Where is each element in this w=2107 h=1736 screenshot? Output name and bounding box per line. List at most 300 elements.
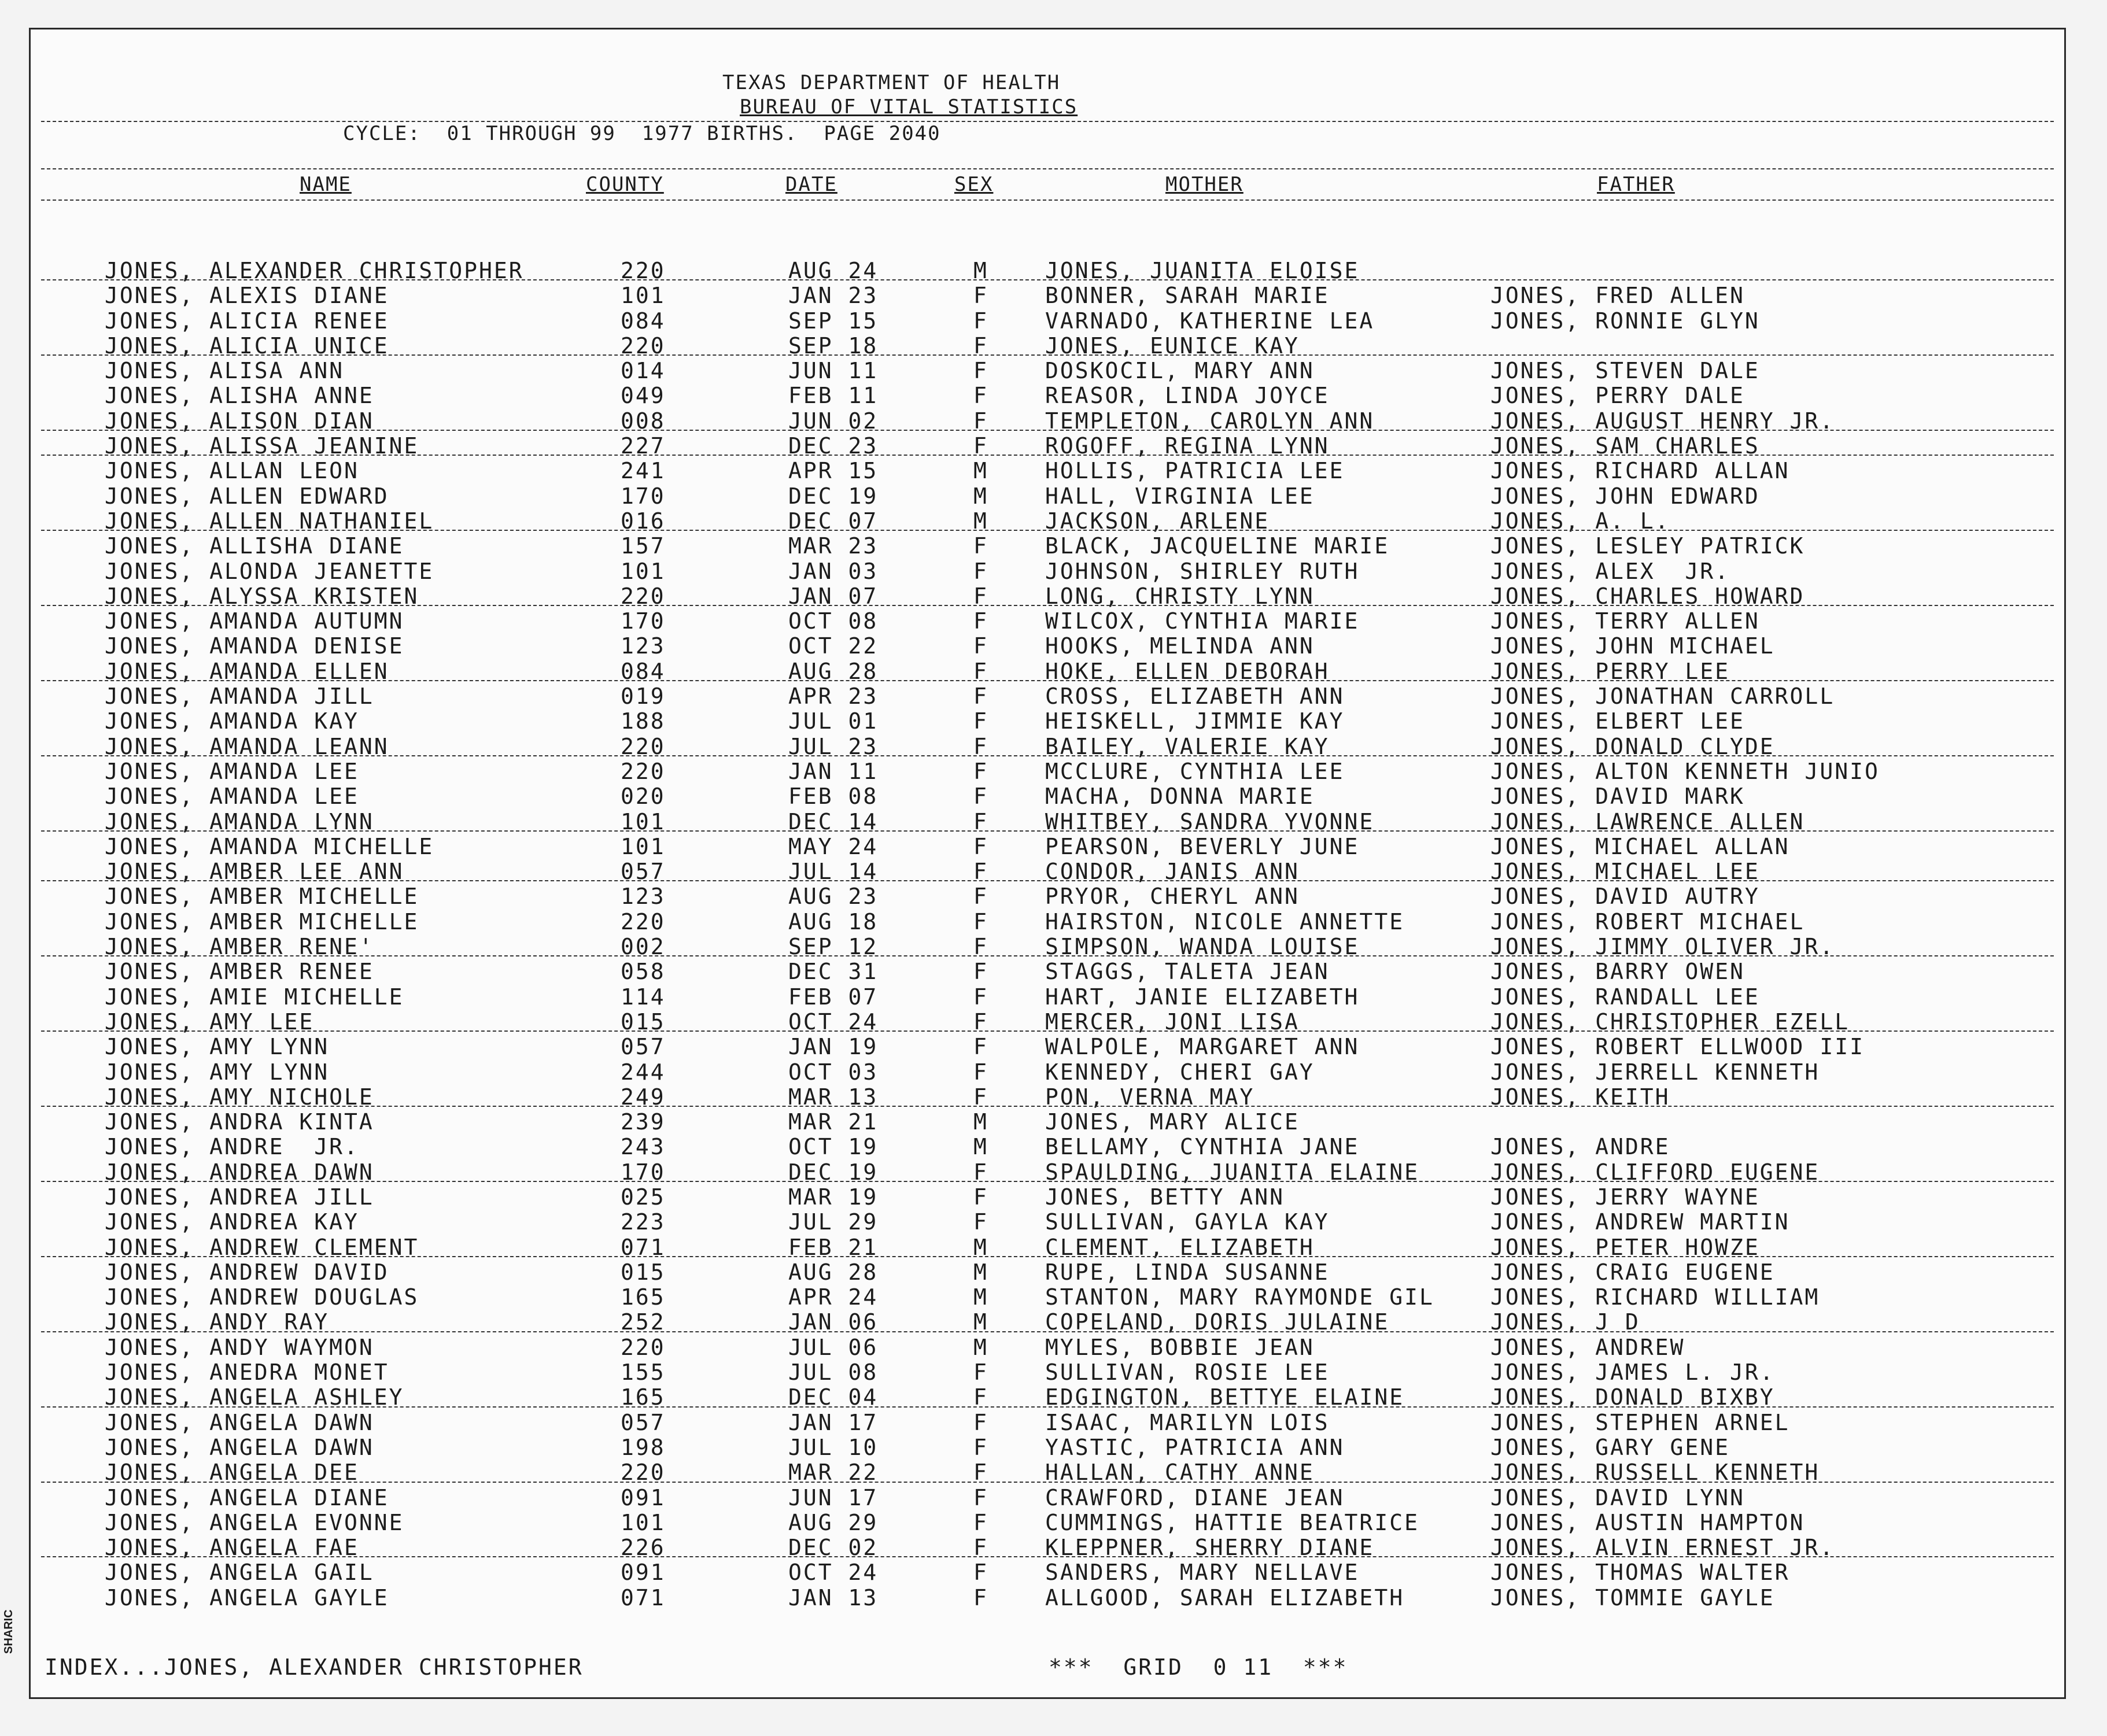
record-father: JONES, ALVIN ERNEST JR. [1490, 1535, 1835, 1561]
record-county: 002 [621, 934, 666, 960]
record-date: DEC 07 [788, 508, 879, 534]
record-name: JONES, ANGELA DIANE [105, 1484, 389, 1510]
record-county: 008 [621, 408, 666, 434]
record-date: SEP 12 [788, 934, 879, 960]
record-sex: F [973, 358, 988, 384]
record-name: JONES, AMY LYNN [105, 1059, 330, 1085]
record-date: DEC 23 [788, 433, 879, 459]
record-father: JONES, ANDREW [1490, 1334, 1685, 1360]
record-row [31, 809, 2064, 834]
column-rule-bottom [41, 200, 2054, 201]
record-mother: ISAAC, MARILYN LOIS [1045, 1409, 1330, 1435]
record-name: JONES, AMANDA MICHELLE [105, 833, 434, 859]
record-county: 123 [621, 884, 666, 910]
record-father: JONES, PETER HOWZE [1490, 1234, 1760, 1260]
column-header-father: FATHER [1597, 173, 1675, 196]
record-sex: M [973, 1284, 988, 1310]
record-father: JONES, ALTON KENNETH JUNIO [1490, 758, 1880, 784]
record-row [31, 358, 2064, 383]
record-date: MAY 24 [788, 833, 879, 859]
record-father: JONES, MICHAEL LEE [1490, 859, 1760, 885]
record-name: JONES, AMANDA AUTUMN [105, 608, 404, 634]
record-mother: CRAWFORD, DIANE JEAN [1045, 1484, 1345, 1510]
record-county: 014 [621, 358, 666, 384]
record-name: JONES, ANDREA JILL [105, 1184, 374, 1210]
record-father: JONES, ANDREW MARTIN [1490, 1209, 1790, 1235]
record-date: AUG 28 [788, 1259, 879, 1285]
record-county: 084 [621, 658, 666, 684]
record-mother: HOKE, ELLEN DEBORAH [1045, 658, 1330, 684]
record-name: JONES, ALISHA ANNE [105, 383, 374, 409]
record-date: JAN 19 [788, 1034, 879, 1060]
record-mother: SIMPSON, WANDA LOUISE [1045, 934, 1360, 960]
record-date: DEC 31 [788, 959, 879, 985]
record-mother: ALLGOOD, SARAH ELIZABETH [1045, 1584, 1405, 1611]
record-father: JONES, CHARLES HOWARD [1490, 583, 1805, 609]
record-date: MAR 22 [788, 1460, 879, 1486]
record-date: JUL 06 [788, 1334, 879, 1360]
record-sex: F [973, 1084, 988, 1110]
record-father: JONES, TERRY ALLEN [1490, 608, 1760, 634]
record-sex: F [973, 308, 988, 334]
record-row [31, 408, 2064, 433]
record-county: 226 [621, 1535, 666, 1561]
record-date: JUN 11 [788, 358, 879, 384]
record-sex: F [973, 1159, 988, 1185]
record-date: OCT 22 [788, 633, 879, 659]
record-row [31, 1009, 2064, 1034]
record-row [31, 1410, 2064, 1435]
record-mother: PON, VERNA MAY [1045, 1084, 1255, 1110]
record-mother: CROSS, ELIZABETH ANN [1045, 684, 1345, 710]
record-name: JONES, ANGELA FAE [105, 1535, 359, 1561]
record-date: OCT 24 [788, 1009, 879, 1035]
record-name: JONES, ANDREW DAVID [105, 1259, 389, 1285]
record-row [31, 333, 2064, 358]
record-sex: F [973, 1484, 988, 1510]
record-row [31, 1235, 2064, 1259]
record-sex: F [973, 684, 988, 710]
record-father: JONES, ROBERT ELLWOOD III [1490, 1034, 1865, 1060]
record-county: 091 [621, 1484, 666, 1510]
record-county: 101 [621, 283, 666, 309]
record-name: JONES, AMBER MICHELLE [105, 884, 419, 910]
record-name: JONES, ANDY RAY [105, 1309, 330, 1335]
record-date: JUL 29 [788, 1209, 879, 1235]
record-row [31, 1335, 2064, 1360]
record-mother: YASTIC, PATRICIA ANN [1045, 1434, 1345, 1460]
record-county: 243 [621, 1134, 666, 1160]
record-mother: EDGINGTON, BETTYE ELAINE [1045, 1384, 1405, 1410]
record-name: JONES, ALYSSA KRISTEN [105, 583, 419, 609]
record-name: JONES, AMY LYNN [105, 1034, 330, 1060]
record-mother: BLACK, JACQUELINE MARIE [1045, 533, 1390, 559]
record-name: JONES, AMANDA JILL [105, 684, 374, 710]
record-sex: F [973, 833, 988, 859]
record-date: FEB 21 [788, 1234, 879, 1260]
record-date: JUN 02 [788, 408, 879, 434]
record-county: 244 [621, 1059, 666, 1085]
record-mother: MYLES, BOBBIE JEAN [1045, 1334, 1315, 1360]
record-mother: BONNER, SARAH MARIE [1045, 283, 1330, 309]
record-sex: F [973, 733, 988, 759]
record-name: JONES, ALLAN LEON [105, 458, 359, 484]
record-county: 101 [621, 833, 666, 859]
record-father: JONES, RANDALL LEE [1490, 984, 1760, 1010]
record-mother: JONES, MARY ALICE [1045, 1109, 1300, 1135]
record-county: 220 [621, 583, 666, 609]
record-county: 091 [621, 1560, 666, 1586]
record-date: OCT 24 [788, 1560, 879, 1586]
record-name: JONES, ANDY WAYMON [105, 1334, 374, 1360]
record-sex: F [973, 1209, 988, 1235]
record-row [31, 1159, 2064, 1184]
record-father: JONES, A. L. [1490, 508, 1670, 534]
record-father: JONES, JERRELL KENNETH [1490, 1059, 1820, 1085]
record-father: JONES, DONALD BIXBY [1490, 1384, 1775, 1410]
record-mother: HALL, VIRGINIA LEE [1045, 483, 1315, 509]
record-name: JONES, AMY LEE [105, 1009, 315, 1035]
record-sex: M [973, 1234, 988, 1260]
record-county: 084 [621, 308, 666, 334]
record-county: 165 [621, 1284, 666, 1310]
record-father: JONES, DAVID AUTRY [1490, 884, 1760, 910]
record-sex: M [973, 1259, 988, 1285]
record-name: JONES, AMANDA LEE [105, 758, 359, 784]
record-row [31, 984, 2064, 1009]
record-row [31, 1059, 2064, 1084]
record-sex: F [973, 984, 988, 1010]
column-header-sex: SEX [954, 173, 994, 196]
record-county: 220 [621, 908, 666, 935]
column-rule-top [41, 168, 2054, 169]
record-father: JONES, MICHAEL ALLAN [1490, 833, 1790, 859]
birth-records-list [31, 258, 2064, 1610]
record-date: FEB 07 [788, 984, 879, 1010]
record-name: JONES, AMANDA LYNN [105, 808, 374, 834]
record-date: SEP 15 [788, 308, 879, 334]
record-father: JONES, JOHN MICHAEL [1490, 633, 1775, 659]
record-county: 049 [621, 383, 666, 409]
record-sex: F [973, 1434, 988, 1460]
record-father: JONES, DONALD CLYDE [1490, 733, 1775, 759]
record-county: 155 [621, 1360, 666, 1386]
record-sex: M [973, 258, 988, 283]
record-name: JONES, ANGELA GAYLE [105, 1584, 389, 1611]
record-county: 071 [621, 1234, 666, 1260]
record-mother: HALLAN, CATHY ANNE [1045, 1460, 1315, 1486]
record-mother: PRYOR, CHERYL ANN [1045, 884, 1300, 910]
record-father: JONES, J D [1490, 1309, 1640, 1335]
record-county: 057 [621, 1034, 666, 1060]
record-name: JONES, ALEXIS DIANE [105, 283, 389, 309]
record-father: JONES, BARRY OWEN [1490, 959, 1745, 985]
record-row [31, 258, 2064, 283]
record-county: 015 [621, 1009, 666, 1035]
record-father: JONES, ELBERT LEE [1490, 708, 1745, 734]
record-mother: STAGGS, TALETA JEAN [1045, 959, 1330, 985]
record-mother: HEISKELL, JIMMIE KAY [1045, 708, 1345, 734]
record-father: JONES, THOMAS WALTER [1490, 1560, 1790, 1586]
record-name: JONES, AMANDA KAY [105, 708, 359, 734]
record-father: JONES, CHRISTOPHER EZELL [1490, 1009, 1850, 1035]
record-sex: F [973, 583, 988, 609]
record-date: JAN 07 [788, 583, 879, 609]
record-name: JONES, ANDREW DOUGLAS [105, 1284, 419, 1310]
record-sex: M [973, 1134, 988, 1160]
column-header-mother: MOTHER [1165, 173, 1243, 196]
record-county: 016 [621, 508, 666, 534]
record-name: JONES, AMBER RENEE [105, 959, 374, 985]
record-county: 220 [621, 733, 666, 759]
record-name: JONES, ANGELA ASHLEY [105, 1384, 404, 1410]
record-sex: M [973, 508, 988, 534]
record-mother: SANDERS, MARY NELLAVE [1045, 1560, 1360, 1586]
record-sex: F [973, 1460, 988, 1486]
record-mother: KENNEDY, CHERI GAY [1045, 1059, 1315, 1085]
record-row [31, 1435, 2064, 1460]
record-row [31, 458, 2064, 483]
record-county: 170 [621, 1159, 666, 1185]
record-row [31, 1084, 2064, 1109]
record-row [31, 784, 2064, 808]
record-date: JAN 17 [788, 1409, 879, 1435]
record-row [31, 559, 2064, 583]
record-name: JONES, ANGELA DEE [105, 1460, 359, 1486]
record-row [31, 1209, 2064, 1234]
record-name: JONES, AMBER RENE' [105, 934, 374, 960]
record-row [31, 383, 2064, 408]
record-father: JONES, JERRY WAYNE [1490, 1184, 1760, 1210]
record-mother: HART, JANIE ELIZABETH [1045, 984, 1360, 1010]
record-row [31, 909, 2064, 934]
record-sex: M [973, 1309, 988, 1335]
record-row [31, 308, 2064, 333]
record-sex: F [973, 383, 988, 409]
record-father: JONES, JAMES L. JR. [1490, 1360, 1775, 1386]
record-date: OCT 08 [788, 608, 879, 634]
record-sex: F [973, 333, 988, 359]
record-name: JONES, ALISON DIAN [105, 408, 374, 434]
record-sex: F [973, 708, 988, 734]
record-date: JUN 17 [788, 1484, 879, 1510]
record-sex: M [973, 1109, 988, 1135]
record-name: JONES, ANDRA KINTA [105, 1109, 374, 1135]
record-father: JONES, CRAIG EUGENE [1490, 1259, 1775, 1285]
record-row [31, 433, 2064, 458]
record-row [31, 884, 2064, 908]
record-father: JONES, RUSSELL KENNETH [1490, 1460, 1820, 1486]
record-sex: F [973, 1535, 988, 1561]
record-name: JONES, ALONDA JEANETTE [105, 558, 434, 584]
record-sex: F [973, 1059, 988, 1085]
record-name: JONES, ANGELA EVONNE [105, 1509, 404, 1535]
record-name: JONES, ALISSA JEANINE [105, 433, 419, 459]
record-county: 020 [621, 784, 666, 810]
record-sex: F [973, 1384, 988, 1410]
record-mother: MCCLURE, CYNTHIA LEE [1045, 758, 1345, 784]
record-sex: F [973, 1409, 988, 1435]
record-mother: KLEPPNER, SHERRY DIANE [1045, 1535, 1375, 1561]
side-tag: SHARIC [2, 1609, 15, 1654]
record-row [31, 1360, 2064, 1384]
record-mother: RUPE, LINDA SUSANNE [1045, 1259, 1330, 1285]
record-father: JONES, SAM CHARLES [1490, 433, 1760, 459]
record-mother: JONES, BETTY ANN [1045, 1184, 1285, 1210]
record-row [31, 583, 2064, 608]
record-sex: M [973, 483, 988, 509]
record-sex: F [973, 1509, 988, 1535]
record-name: JONES, AMANDA ELLEN [105, 658, 389, 684]
record-county: 165 [621, 1384, 666, 1410]
record-sex: F [973, 934, 988, 960]
record-date: DEC 14 [788, 808, 879, 834]
record-name: JONES, AMANDA LEANN [105, 733, 389, 759]
record-mother: JACKSON, ARLENE [1045, 508, 1270, 534]
record-county: 239 [621, 1109, 666, 1135]
record-sex: F [973, 808, 988, 834]
record-county: 198 [621, 1434, 666, 1460]
record-date: JAN 03 [788, 558, 879, 584]
record-name: JONES, ANGELA DAWN [105, 1434, 374, 1460]
record-date: FEB 11 [788, 383, 879, 409]
record-sex: F [973, 658, 988, 684]
record-name: JONES, AMBER MICHELLE [105, 908, 419, 935]
record-mother: BELLAMY, CYNTHIA JANE [1045, 1134, 1360, 1160]
record-date: AUG 18 [788, 908, 879, 935]
record-date: SEP 18 [788, 333, 879, 359]
record-row [31, 934, 2064, 959]
record-row [31, 508, 2064, 533]
record-name: JONES, AMIE MICHELLE [105, 984, 404, 1010]
record-father: JONES, STEVEN DALE [1490, 358, 1760, 384]
record-name: JONES, ALLISHA DIANE [105, 533, 404, 559]
record-sex: F [973, 959, 988, 985]
record-mother: DOSKOCIL, MARY ANN [1045, 358, 1315, 384]
record-mother: CONDOR, JANIS ANN [1045, 859, 1300, 885]
record-father: JONES, LAWRENCE ALLEN [1490, 808, 1805, 834]
record-county: 220 [621, 758, 666, 784]
record-father: JONES, CLIFFORD EUGENE [1490, 1159, 1820, 1185]
record-mother: HOOKS, MELINDA ANN [1045, 633, 1315, 659]
record-father: JONES, ROBERT MICHAEL [1490, 908, 1805, 935]
record-mother: JONES, JUANITA ELOISE [1045, 258, 1360, 283]
record-county: 170 [621, 608, 666, 634]
record-mother: TEMPLETON, CAROLYN ANN [1045, 408, 1375, 434]
record-county: 220 [621, 1334, 666, 1360]
record-row [31, 959, 2064, 984]
record-mother: WILCOX, CYNTHIA MARIE [1045, 608, 1360, 634]
record-row [31, 608, 2064, 633]
record-name: JONES, ALLEN EDWARD [105, 483, 389, 509]
record-county: 227 [621, 433, 666, 459]
record-county: 241 [621, 458, 666, 484]
record-row [31, 283, 2064, 308]
record-mother: VARNADO, KATHERINE LEA [1045, 308, 1375, 334]
record-father: JONES, RONNIE GLYN [1490, 308, 1760, 334]
record-mother: LONG, CHRISTY LYNN [1045, 583, 1315, 609]
record-father: JONES, DAVID LYNN [1490, 1484, 1745, 1510]
record-county: 025 [621, 1184, 666, 1210]
microfiche-sheet [29, 28, 2066, 1699]
record-sex: F [973, 408, 988, 434]
record-mother: SPAULDING, JUANITA ELAINE [1045, 1159, 1419, 1185]
record-county: 252 [621, 1309, 666, 1335]
record-county: 058 [621, 959, 666, 985]
record-father: JONES, FRED ALLEN [1490, 283, 1745, 309]
record-county: 220 [621, 258, 666, 283]
record-row [31, 834, 2064, 859]
record-county: 057 [621, 1409, 666, 1435]
record-sex: F [973, 784, 988, 810]
record-row [31, 759, 2064, 784]
record-date: MAR 21 [788, 1109, 879, 1135]
record-county: 101 [621, 808, 666, 834]
record-father: JONES, RICHARD WILLIAM [1490, 1284, 1820, 1310]
record-father: JONES, STEPHEN ARNEL [1490, 1409, 1790, 1435]
record-mother: JONES, EUNICE KAY [1045, 333, 1300, 359]
record-mother: MERCER, JONI LISA [1045, 1009, 1300, 1035]
record-row [31, 659, 2064, 684]
record-sex: F [973, 859, 988, 885]
header-cycle: CYCLE: 01 THROUGH 99 1977 BIRTHS. PAGE 2040 [343, 122, 941, 145]
record-sex: F [973, 558, 988, 584]
record-sex: F [973, 758, 988, 784]
record-name: JONES, ANGELA DAWN [105, 1409, 374, 1435]
record-county: 223 [621, 1209, 666, 1235]
record-mother: HOLLIS, PATRICIA LEE [1045, 458, 1345, 484]
footer-index: INDEX...JONES, ALEXANDER CHRISTOPHER [45, 1654, 584, 1680]
record-row [31, 1034, 2064, 1059]
record-row [31, 533, 2064, 558]
record-row [31, 1284, 2064, 1309]
record-date: JAN 06 [788, 1309, 879, 1335]
record-sex: F [973, 433, 988, 459]
record-county: 057 [621, 859, 666, 885]
record-row [31, 859, 2064, 884]
record-date: JUL 08 [788, 1360, 879, 1386]
record-father: JONES, ALEX JR. [1490, 558, 1730, 584]
record-county: 220 [621, 1460, 666, 1486]
record-date: OCT 19 [788, 1134, 879, 1160]
record-county: 114 [621, 984, 666, 1010]
record-mother: CUMMINGS, HATTIE BEATRICE [1045, 1509, 1419, 1535]
record-row [31, 1585, 2064, 1610]
record-date: DEC 19 [788, 483, 879, 509]
record-date: AUG 28 [788, 658, 879, 684]
record-sex: F [973, 1034, 988, 1060]
record-date: AUG 29 [788, 1509, 879, 1535]
record-sex: F [973, 533, 988, 559]
record-date: MAR 19 [788, 1184, 879, 1210]
record-father: JONES, DAVID MARK [1490, 784, 1745, 810]
record-row [31, 1184, 2064, 1209]
record-date: AUG 23 [788, 884, 879, 910]
record-sex: F [973, 608, 988, 634]
record-mother: COPELAND, DORIS JULAINE [1045, 1309, 1390, 1335]
header-department: TEXAS DEPARTMENT OF HEALTH [722, 71, 1061, 94]
record-date: OCT 03 [788, 1059, 879, 1085]
record-row [31, 708, 2064, 733]
record-date: JUL 10 [788, 1434, 879, 1460]
record-name: JONES, ANDREA KAY [105, 1209, 359, 1235]
record-father: JONES, LESLEY PATRICK [1490, 533, 1805, 559]
record-date: MAR 13 [788, 1084, 879, 1110]
record-mother: REASOR, LINDA JOYCE [1045, 383, 1330, 409]
record-row [31, 483, 2064, 508]
record-row [31, 1309, 2064, 1334]
record-date: JUL 01 [788, 708, 879, 734]
